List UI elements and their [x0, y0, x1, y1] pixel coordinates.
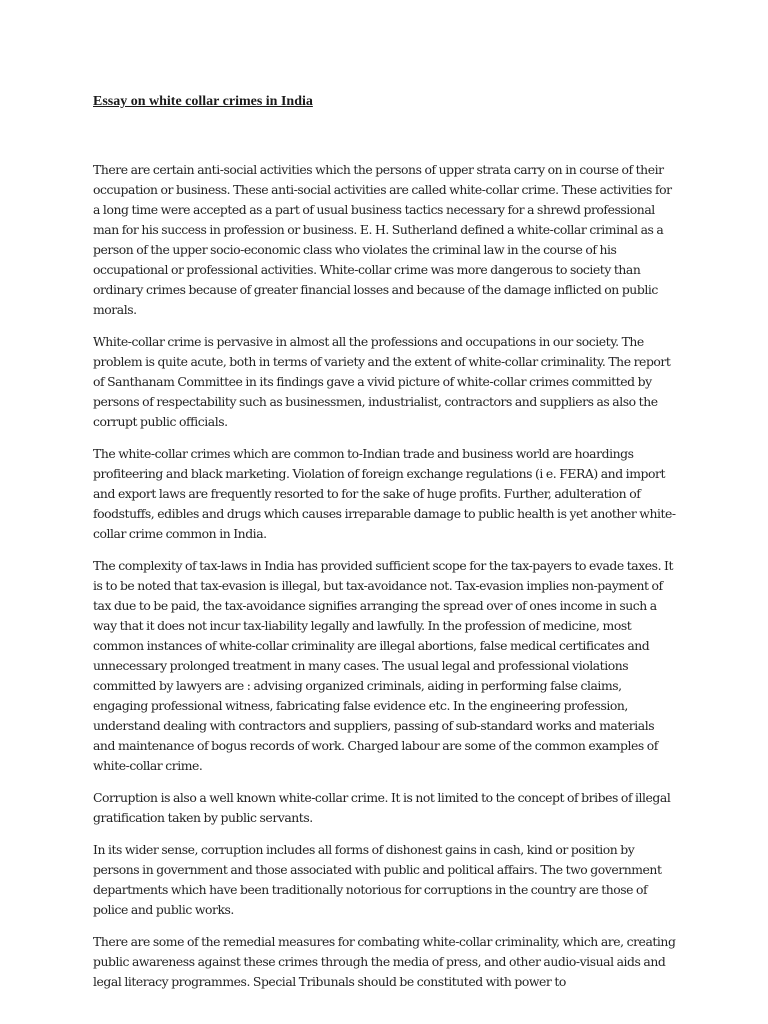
paragraph-1: There are certain anti-social activities which the persons of upper strata carry on in course of their occupation or business. These anti-social activities are called white-collar crime. These activities for a long time were accepted as a part of usual business tactics necessary for a shrewd professional man for his success in profession or business. E. H. Sutherland defined a white-collar criminal as a person of the upper socio-economic class who violates the criminal law in the course of his occupational or professional activities. White-collar crime was more dangerous to society than ordinary crimes because of greater financial losses and because of the damage inflicted on public morals. — [93, 162, 672, 317]
paragraph-7: There are some of the remedial measures for combating white-collar criminality, which are, creating public awareness against these crimes through the media of press, and other audio-visual aids and legal literacy programmes. Special Tribunals should be constituted with power to — [93, 934, 676, 989]
paragraph-4: The complexity of tax-laws in India has provided sufficient scope for the tax-payers to evade taxes. It is to be noted that tax-evasion is illegal, but tax-avoidance not. Tax-evasion implies non-payment of tax due to be paid, the tax-avoidance signifies arranging the spread over of ones income in such a way that it does not incur tax-liability legally and lawfully. In the profession of medicine, most common instances of white-collar criminality are illegal abortions, false medical certificates and unnecessary prolonged treatment in many cases. The usual legal and professional violations committed by lawyers are : advising organized criminals, aiding in performing false claims, engaging professional witness, fabricating false evidence etc. In the engineering profession, understand dealing with contractors and suppliers, passing of sub-standard works and materials and maintenance of bogus records of work. Charged labour are some of the common examples of white-collar crime. — [93, 558, 674, 773]
essay-body — [93, 160, 677, 1004]
paragraph-5: Corruption is also a well known white-collar crime. It is not limited to the concept of bribes of illegal gratification taken by public servants. — [93, 790, 671, 825]
paragraph-3: The white-collar crimes which are common to-Indian trade and business world are hoardings profiteering and black marketing. Violation of foreign exchange regulations (i e. FERA) and import and export laws are frequently resorted to for the sake of huge profits. Further, adulteration of foodstuffs, edibles and drugs which causes irreparable damage to public health is yet another white-collar crime common in India. — [93, 446, 676, 541]
essay-title: Essay on white collar crimes in India — [93, 94, 313, 109]
paragraph-6: In its wider sense, corruption includes all forms of dishonest gains in cash, kind or position by persons in government and those associated with public and political affairs. The two government departments which have been traditionally notorious for corruptions in the country are those of police and public works. — [93, 842, 662, 917]
paragraph-2: White-collar crime is pervasive in almost all the professions and occupations in our society. The problem is quite acute, both in terms of variety and the extent of white-collar criminality. The report of Santhanam Committee in its findings gave a vivid picture of white-collar crimes committed by persons of respectability such as businessmen, industrialist, contractors and suppliers as also the corrupt public officials. — [93, 334, 671, 429]
